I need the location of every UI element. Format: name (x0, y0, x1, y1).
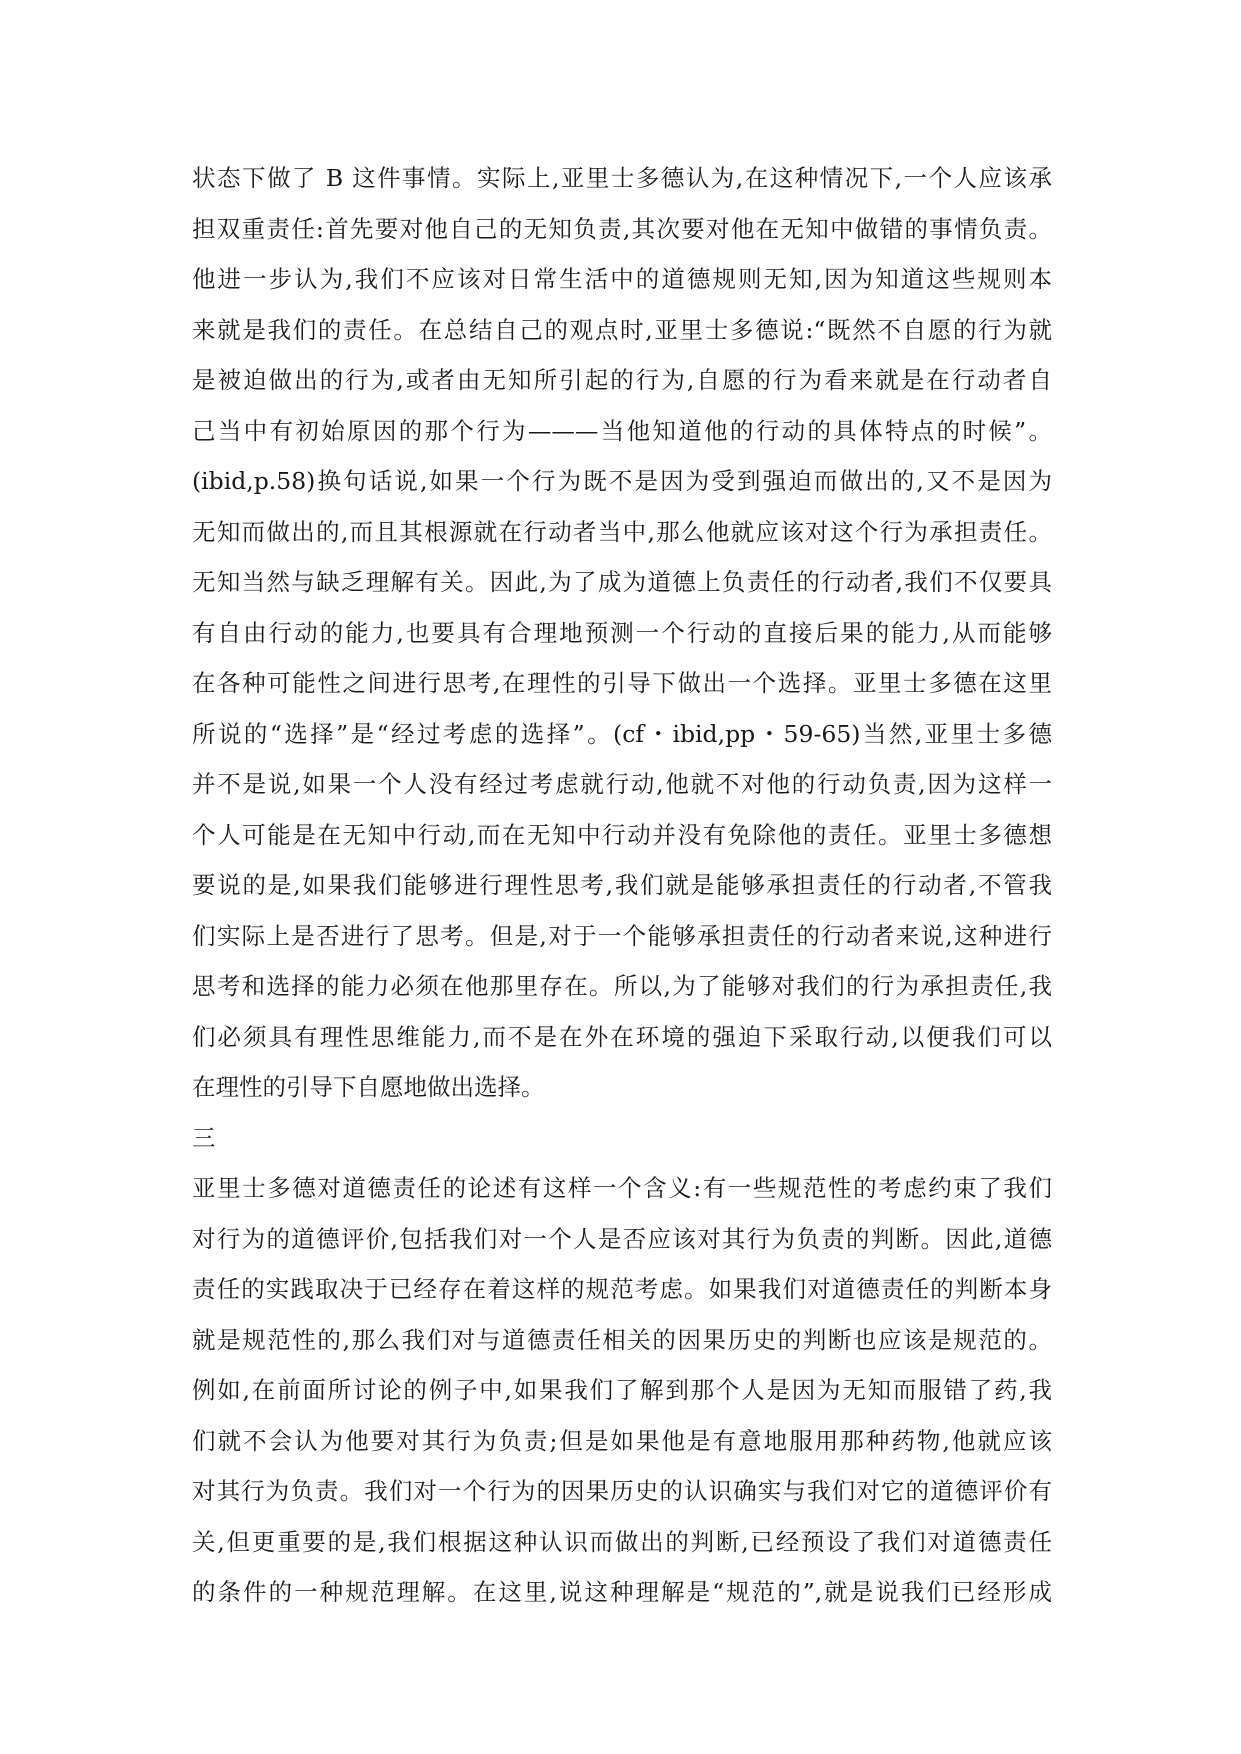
text-line: 所说的“选择”是“经过考虑的选择”。(cf・ibid,pp・59-65)当然,亚里士多德 (192, 719, 1052, 748)
text-line: 担双重责任:首先要对他自己的无知负责,其次要对他在无知中做错的事情负责。 (192, 214, 1052, 243)
paragraph-1 (192, 153, 1052, 1113)
text-line: 在各种可能性之间进行思考,在理性的引导下做出一个选择。亚里士多德在这里 (192, 669, 1052, 697)
paragraph-2 (192, 1163, 1052, 1618)
text-line: 们必须具有理性思维能力,而不是在外在环境的强迫下采取行动,以便我们可以 (192, 1022, 1052, 1051)
text-line: 要说的是,如果我们能够进行理性思考,我们就是能够承担责任的行动者,不管我 (192, 871, 1052, 899)
text-line: 们实际上是否进行了思考。但是,对于一个能够承担责任的行动者来说,这种进行 (192, 921, 1052, 950)
section-heading: 三 (192, 1123, 216, 1152)
text-line: 对其行为负责。我们对一个行为的因果历史的认识确实与我们对它的道德评价有 (192, 1477, 1052, 1505)
text-line: 来就是我们的责任。在总结自己的观点时,亚里士多德说:“既然不自愿的行为就 (192, 315, 1052, 344)
text-line: (ibid,p.58)换句话说,如果一个行为既不是因为受到强迫而做出的,又不是因为 (192, 467, 1052, 495)
text-line: 有自由行动的能力,也要具有合理地预测一个行动的直接后果的能力,从而能够 (192, 618, 1052, 647)
text-line: 个人可能是在无知中行动,而在无知中行动并没有免除他的责任。亚里士多德想 (192, 820, 1052, 849)
text-line: 他进一步认为,我们不应该对日常生活中的道德规则无知,因为知道这些规则本 (192, 265, 1052, 293)
text-line: 在理性的引导下自愿地做出选择。 (192, 1073, 545, 1101)
text-line: 思考和选择的能力必须在他那里存在。所以,为了能够对我们的行为承担责任,我 (192, 972, 1052, 1000)
text-line: 关,但更重要的是,我们根据这种认识而做出的判断,已经预设了我们对道德责任 (192, 1527, 1052, 1556)
text-line: 的条件的一种规范理解。在这里,说这种理解是“规范的”,就是说我们已经形成 (192, 1578, 1052, 1606)
text-line: 就是规范性的,那么我们对与道德责任相关的因果历史的判断也应该是规范的。 (192, 1325, 1052, 1354)
document-body (192, 153, 1052, 1618)
text-line: 责任的实践取决于已经存在着这样的规范考虑。如果我们对道德责任的判断本身 (192, 1275, 1052, 1303)
text-line: 状态下做了 B 这件事情。实际上,亚里士多德认为,在这种情况下,一个人应该承 (192, 164, 1052, 192)
text-line: 无知当然与缺乏理解有关。因此,为了成为道德上负责任的行动者,我们不仅要具 (192, 568, 1052, 596)
text-line: 亚里士多德对道德责任的论述有这样一个含义:有一些规范性的考虑约束了我们 (192, 1174, 1052, 1202)
text-line: 对行为的道德评价,包括我们对一个人是否应该对其行为负责的判断。因此,道德 (192, 1224, 1052, 1253)
text-line: 们就不会认为他要对其行为负责;但是如果他是有意地服用那种药物,他就应该 (192, 1426, 1052, 1455)
text-line: 是被迫做出的行为,或者由无知所引起的行为,自愿的行为看来就是在行动者自 (192, 366, 1052, 394)
text-line: 例如,在前面所讨论的例子中,如果我们了解到那个人是因为无知而服错了药,我 (192, 1376, 1052, 1404)
text-line: 己当中有初始原因的那个行为———当他知道他的行动的具体特点的时候”。 (192, 416, 1052, 445)
text-line: 并不是说,如果一个人没有经过考虑就行动,他就不对他的行动负责,因为这样一 (192, 770, 1052, 798)
text-line: 无知而做出的,而且其根源就在行动者当中,那么他就应该对这个行为承担责任。 (192, 517, 1052, 546)
